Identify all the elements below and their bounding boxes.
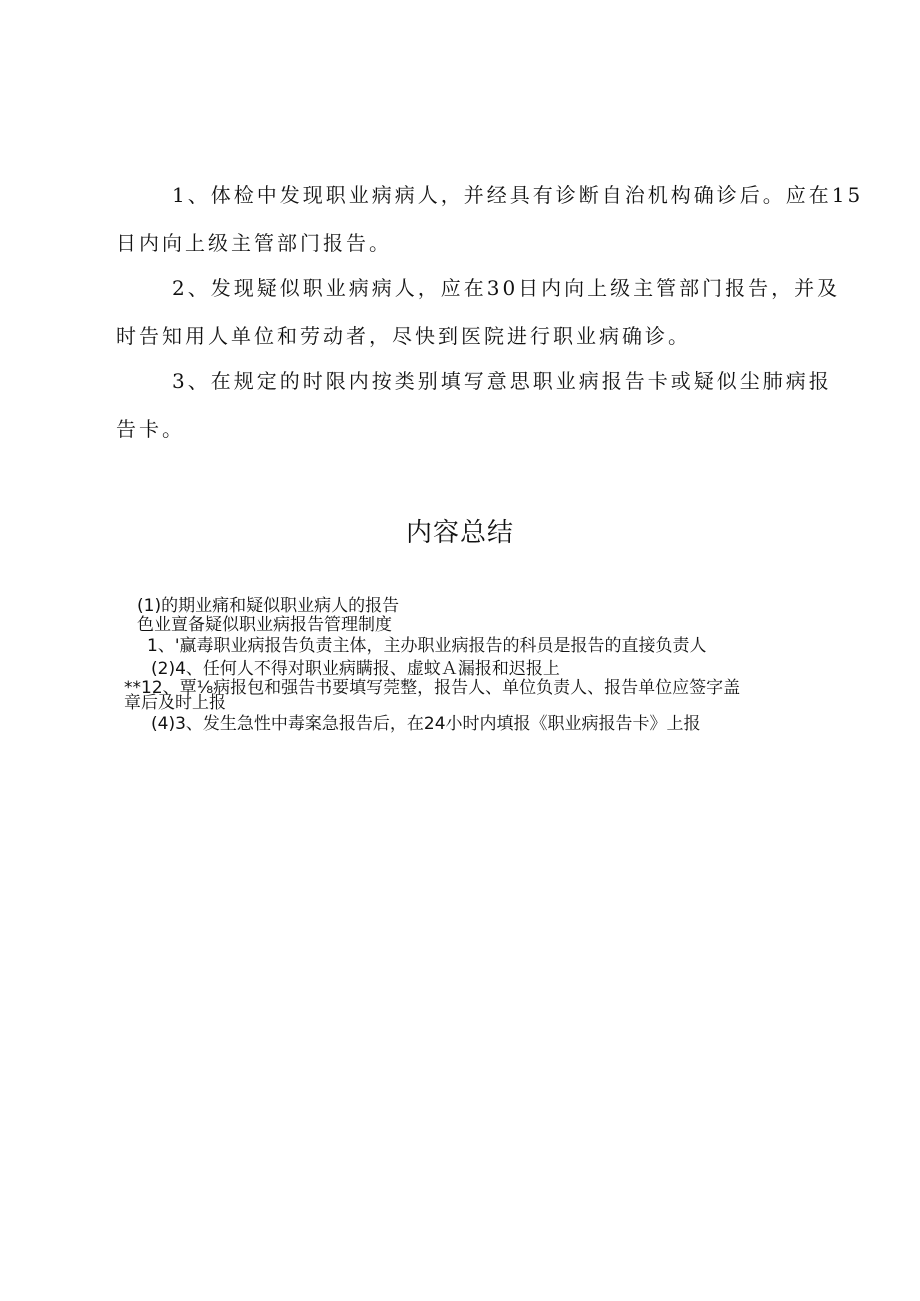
summary-line-7: (4)3、发生急性中毒案急报告后，在24小时内填报《职业病报告卡》上报 <box>151 714 701 734</box>
summary-line-2: 色业亶备疑似职业病报告管理制度 <box>137 615 392 635</box>
paragraph-3-line-2: 告卡。 <box>116 417 185 441</box>
summary-line-6: 章后及时上报 <box>124 693 226 713</box>
paragraph-2-line-1: 2、发现疑似职业病病人，应在30日内向上级主管部门报告，并及 <box>172 276 841 300</box>
paragraph-1-line-1: 1、体检中发现职业病病人，并经具有诊断自治机构确诊后。应在15 <box>172 183 864 207</box>
summary-line-3: 1、'赢毒职业病报告负责主体，主办职业病报告的科员是报告的直接负责人 <box>147 636 707 656</box>
paragraph-3-line-1: 3、在规定的时限内按类别填写意思职业病报告卡或疑似尘肺病报 <box>172 369 832 393</box>
summary-title: 内容总结 <box>405 518 514 548</box>
paragraph-2 <box>116 264 841 360</box>
summary-line-4: (2)4、任何人不得对职业病瞒报、虚蚊Ａ漏报和迟报上 <box>151 659 560 679</box>
paragraph-2-line-2: 时告知用人单位和劳动者，尽快到医院进行职业病确诊。 <box>116 324 691 348</box>
paragraph-3 <box>116 357 832 453</box>
summary-line-5: **12、覃⅛病报包和强告书要填写莞整，报告人、单位负责人、报告单位应签字盖 <box>124 678 741 698</box>
paragraph-1-line-2: 日内向上级主管部门报告。 <box>116 231 392 255</box>
paragraph-1 <box>116 171 864 267</box>
summary-line-1: (1)的期业痛和疑似职业病人的报告 <box>137 596 400 616</box>
